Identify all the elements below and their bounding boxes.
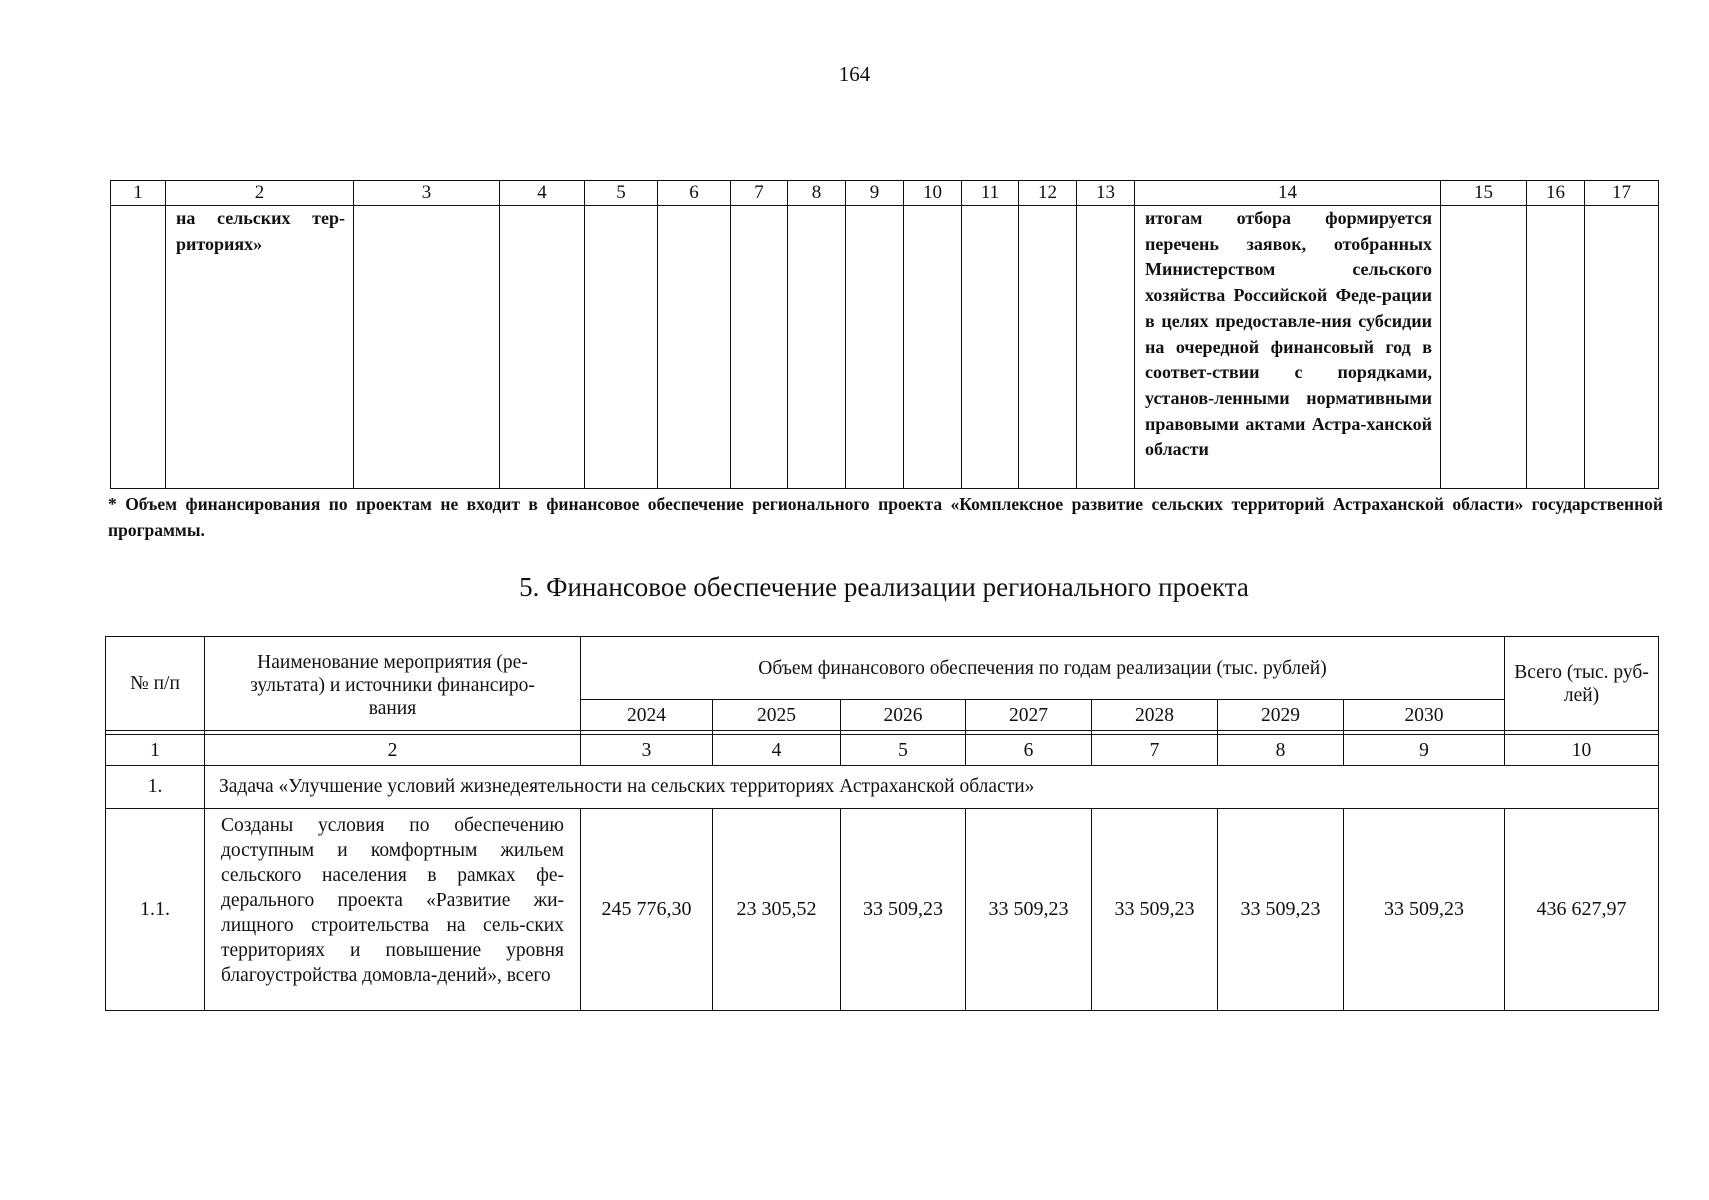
table-row [106,809,1659,1011]
task-number: 1. [106,766,205,809]
year-cell: 2030 [1344,700,1505,731]
value-cell-2029: 33 509,23 [1218,809,1344,1011]
row-number: 1.1. [106,809,205,1011]
year-cell: 2024 [581,700,713,731]
header-cell: 13 [1077,181,1135,206]
header-cell: 8 [788,181,846,206]
table-row [111,206,1659,489]
year-cell: 2027 [966,700,1092,731]
number-cell: 3 [581,735,713,766]
header-cell: 3 [354,181,500,206]
value-cell-2027: 33 509,23 [966,809,1092,1011]
table-cell [1441,206,1527,489]
page-number: 164 [838,62,871,86]
financing-table [105,636,1659,1011]
value-cell-2024: 245 776,30 [581,809,713,1011]
number-cell: 6 [966,735,1092,766]
number-cell: 2 [205,735,581,766]
table-cell [846,206,904,489]
total-cell: 436 627,97 [1505,809,1659,1011]
number-cell: 1 [106,735,205,766]
table-cell [1585,206,1659,489]
continued-table [110,180,1659,489]
year-cell: 2028 [1092,700,1218,731]
year-cell: 2029 [1218,700,1344,731]
value-cell-2026: 33 509,23 [841,809,966,1011]
header-cell: 11 [962,181,1019,206]
table-cell [354,206,500,489]
table-cell [904,206,962,489]
value-cell-2025: 23 305,52 [713,809,841,1011]
header-cell: 9 [846,181,904,206]
header-cell: 4 [500,181,585,206]
table-cell [1527,206,1585,489]
header-cell: 12 [1019,181,1077,206]
table-cell-col14: итогам отбора формируется перечень заявок, отобранных Министерством сельского хозяйства Российской Феде-рации в целях предоставле-ния субсидии на очередной финансовый год в соответ-ствии с порядками, установ-ленными нормативными правовыми актами Астра-ханской области [1135,206,1441,489]
table-cell [731,206,788,489]
header-row [106,637,1659,700]
numbering-row [106,735,1659,766]
number-cell: 8 [1218,735,1344,766]
task-row [106,766,1659,809]
year-cell: 2025 [713,700,841,731]
table-cell [500,206,585,489]
header-cell: 2 [166,181,354,206]
table-cell [585,206,658,489]
table-cell [1077,206,1135,489]
header-cell: 10 [904,181,962,206]
footnote: * Объем финансирования по проектам не входит в финансовое обеспечение регионального проекта «Комплексное развитие сельских территорий Астраханской области» государственной программы. [108,494,1663,540]
header-cell: 17 [1585,181,1659,206]
header-cell: 6 [658,181,731,206]
table-cell [658,206,731,489]
year-cell: 2026 [841,700,966,731]
number-cell: 5 [841,735,966,766]
col-no-header: № п/п [106,637,205,731]
header-cell: 14 [1135,181,1441,206]
task-title: Задача «Улучшение условий жизнедеятельности на сельских территориях Астраханской области» [205,766,1659,809]
header-cell: 15 [1441,181,1527,206]
col-volume-header: Объем финансового обеспечения по годам реализации (тыс. рублей) [581,637,1505,700]
value-cell-2030: 33 509,23 [1344,809,1505,1011]
table-cell [788,206,846,489]
col-total-header: Всего (тыс. руб-лей) [1505,637,1659,731]
header-row [111,181,1659,206]
number-cell: 9 [1344,735,1505,766]
number-cell: 10 [1505,735,1659,766]
header-cell: 1 [111,181,166,206]
table-cell-col2: на сельских тер-риториях» [166,206,354,489]
table-cell [1019,206,1077,489]
row-name: Созданы условия по обеспечению доступным и комфортным жильем сельского населения в рамках фе-дерального проекта «Развитие жи-лищного строительства на сель-ских территориях и повышение уровня благоустройства домовла-дений», всего [205,809,581,1011]
header-cell: 16 [1527,181,1585,206]
table-cell [111,206,166,489]
section-title: 5. Финансовое обеспечение реализации регионального проекта [519,572,1249,602]
number-cell: 7 [1092,735,1218,766]
header-cell: 5 [585,181,658,206]
value-cell-2028: 33 509,23 [1092,809,1218,1011]
col-name-header: Наименование мероприятия (ре-зультата) и источники финансиро-вания [205,637,581,731]
header-cell: 7 [731,181,788,206]
table-cell [962,206,1019,489]
number-cell: 4 [713,735,841,766]
